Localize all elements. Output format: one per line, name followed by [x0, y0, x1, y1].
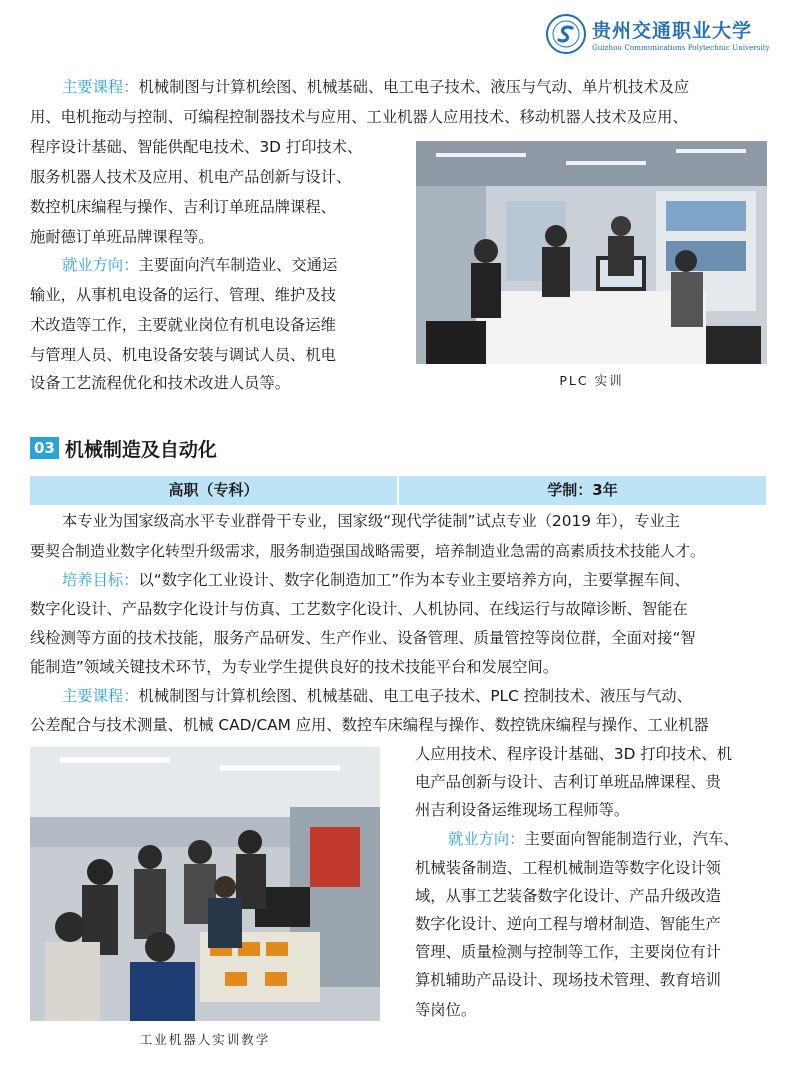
top-employment-line-4: 与管理人员、机电设备安装与调试人员、机电 [30, 346, 336, 364]
program-info-bar [30, 476, 766, 505]
top-courses-line-4: 服务机器人技术及应用、机电产品创新与设计、 [30, 168, 352, 186]
employment-label-2: 就业方向： [448, 830, 525, 848]
top-courses-line-6: 施耐德订单班品牌课程等。 [30, 228, 214, 246]
employment-line-4: 数字化设计、逆向工程与增材制造、智能生产 [415, 915, 721, 933]
program-duration: 学制：3年 [547, 481, 618, 499]
top-courses-line-2: 用、电机拖动与控制、可编程控制器技术与应用、工业机器人应用技术、移动机器人技术及应用、 [30, 108, 688, 126]
robot-training-photo [30, 747, 380, 1021]
employment-line-6: 算机辅助产品设计、现场技术管理、教育培训 [415, 971, 721, 989]
robot-photo-caption: 工业机器人实训教学 [139, 1032, 271, 1047]
university-emblem-icon [546, 14, 586, 54]
intro-line-1: 本专业为国家级高水平专业群骨干专业，国家级“现代学徒制”试点专业（2019 年），专业主 [62, 512, 680, 530]
plc-training-photo [416, 141, 767, 364]
top-employment-line-5: 设备工艺流程优化和技术改进人员等。 [30, 374, 291, 392]
employment-line-5: 管理、质量检测与控制等工作，主要岗位有计 [415, 943, 721, 961]
goal-line-2: 数字化设计、产品数字化设计与仿真、工艺数字化设计、人机协同、在线运行与故障诊断、智能在 [30, 600, 688, 618]
courses-line-4: 电产品创新与设计、吉利订单班品牌课程、贵 [415, 773, 721, 791]
top-courses-line-5: 数控机床编程与操作、吉利订单班品牌课程、 [30, 198, 336, 216]
top-courses-line-3: 程序设计基础、智能供配电技术、3D 打印技术、 [30, 138, 363, 156]
courses-label: 主要课程： [62, 78, 139, 96]
goal-line-3: 线检测等方面的技术技能，服务产品研发、生产作业、设备管理、质量管控等岗位群，全面对接“智 [30, 629, 696, 647]
university-logo [546, 14, 776, 58]
goal-line-1: 培养目标：以“数字化工业设计、数字化制造加工”作为本专业主要培养方向，主要掌握车间、 [62, 571, 690, 589]
goal-line-4: 能制造”领域关键技术环节，为专业学生提供良好的技术技能平台和发展空间。 [30, 658, 559, 676]
plc-photo-caption: PLC 实训 [559, 373, 624, 388]
employment-line-7: 等岗位。 [415, 1001, 477, 1019]
top-courses-line-1: 主要课程：机械制图与计算机绘图、机械基础、电工电子技术、液压与气动、单片机技术及应 [62, 78, 690, 96]
goal-label: 培养目标： [62, 571, 139, 589]
courses-line-5: 州吉利设备运维现场工程师等。 [415, 801, 630, 819]
intro-line-2: 要契合制造业数字化转型升级需求，服务制造强国战略需要，培养制造业急需的高素质技术技能人才。 [30, 542, 706, 560]
top-employment-line-3: 术改造等工作，主要就业岗位有机电设备运维 [30, 316, 336, 334]
courses-line-2: 公差配合与技术测量、机械 CAD/CAM 应用、数控车床编程与操作、数控铣床编程与操作、工业机器 [30, 716, 709, 734]
courses-line-1: 主要课程：机械制图与计算机绘图、机械基础、电工电子技术、PLC 控制技术、液压与气动、 [62, 687, 692, 705]
employment-line-2: 机械装备制造、工程机械制造等数字化设计领 [415, 859, 721, 877]
top-employment-line-2: 输业，从事机电设备的运行、管理、维护及技 [30, 286, 336, 304]
courses-label-2: 主要课程： [62, 687, 139, 705]
employment-line-1: 就业方向：主要面向智能制造行业，汽车、 [448, 830, 739, 848]
section-header [30, 436, 217, 460]
university-name-en: Guizhou Communications Polytechnic University [592, 43, 770, 52]
section-title: 机械制造及自动化 [64, 438, 217, 461]
program-level: 高职（专科） [168, 481, 259, 499]
top-employment-line-1: 就业方向：主要面向汽车制造业、交通运 [62, 256, 338, 274]
university-name-cn: 贵州交通职业大学 [592, 20, 753, 42]
employment-label: 就业方向： [62, 256, 139, 274]
employment-line-3: 域，从事工艺装备数字化设计、产品升级改造 [415, 887, 721, 905]
courses-line-3: 人应用技术、程序设计基础、3D 打印技术、机 [415, 745, 733, 763]
section-number: 03 [30, 437, 59, 459]
